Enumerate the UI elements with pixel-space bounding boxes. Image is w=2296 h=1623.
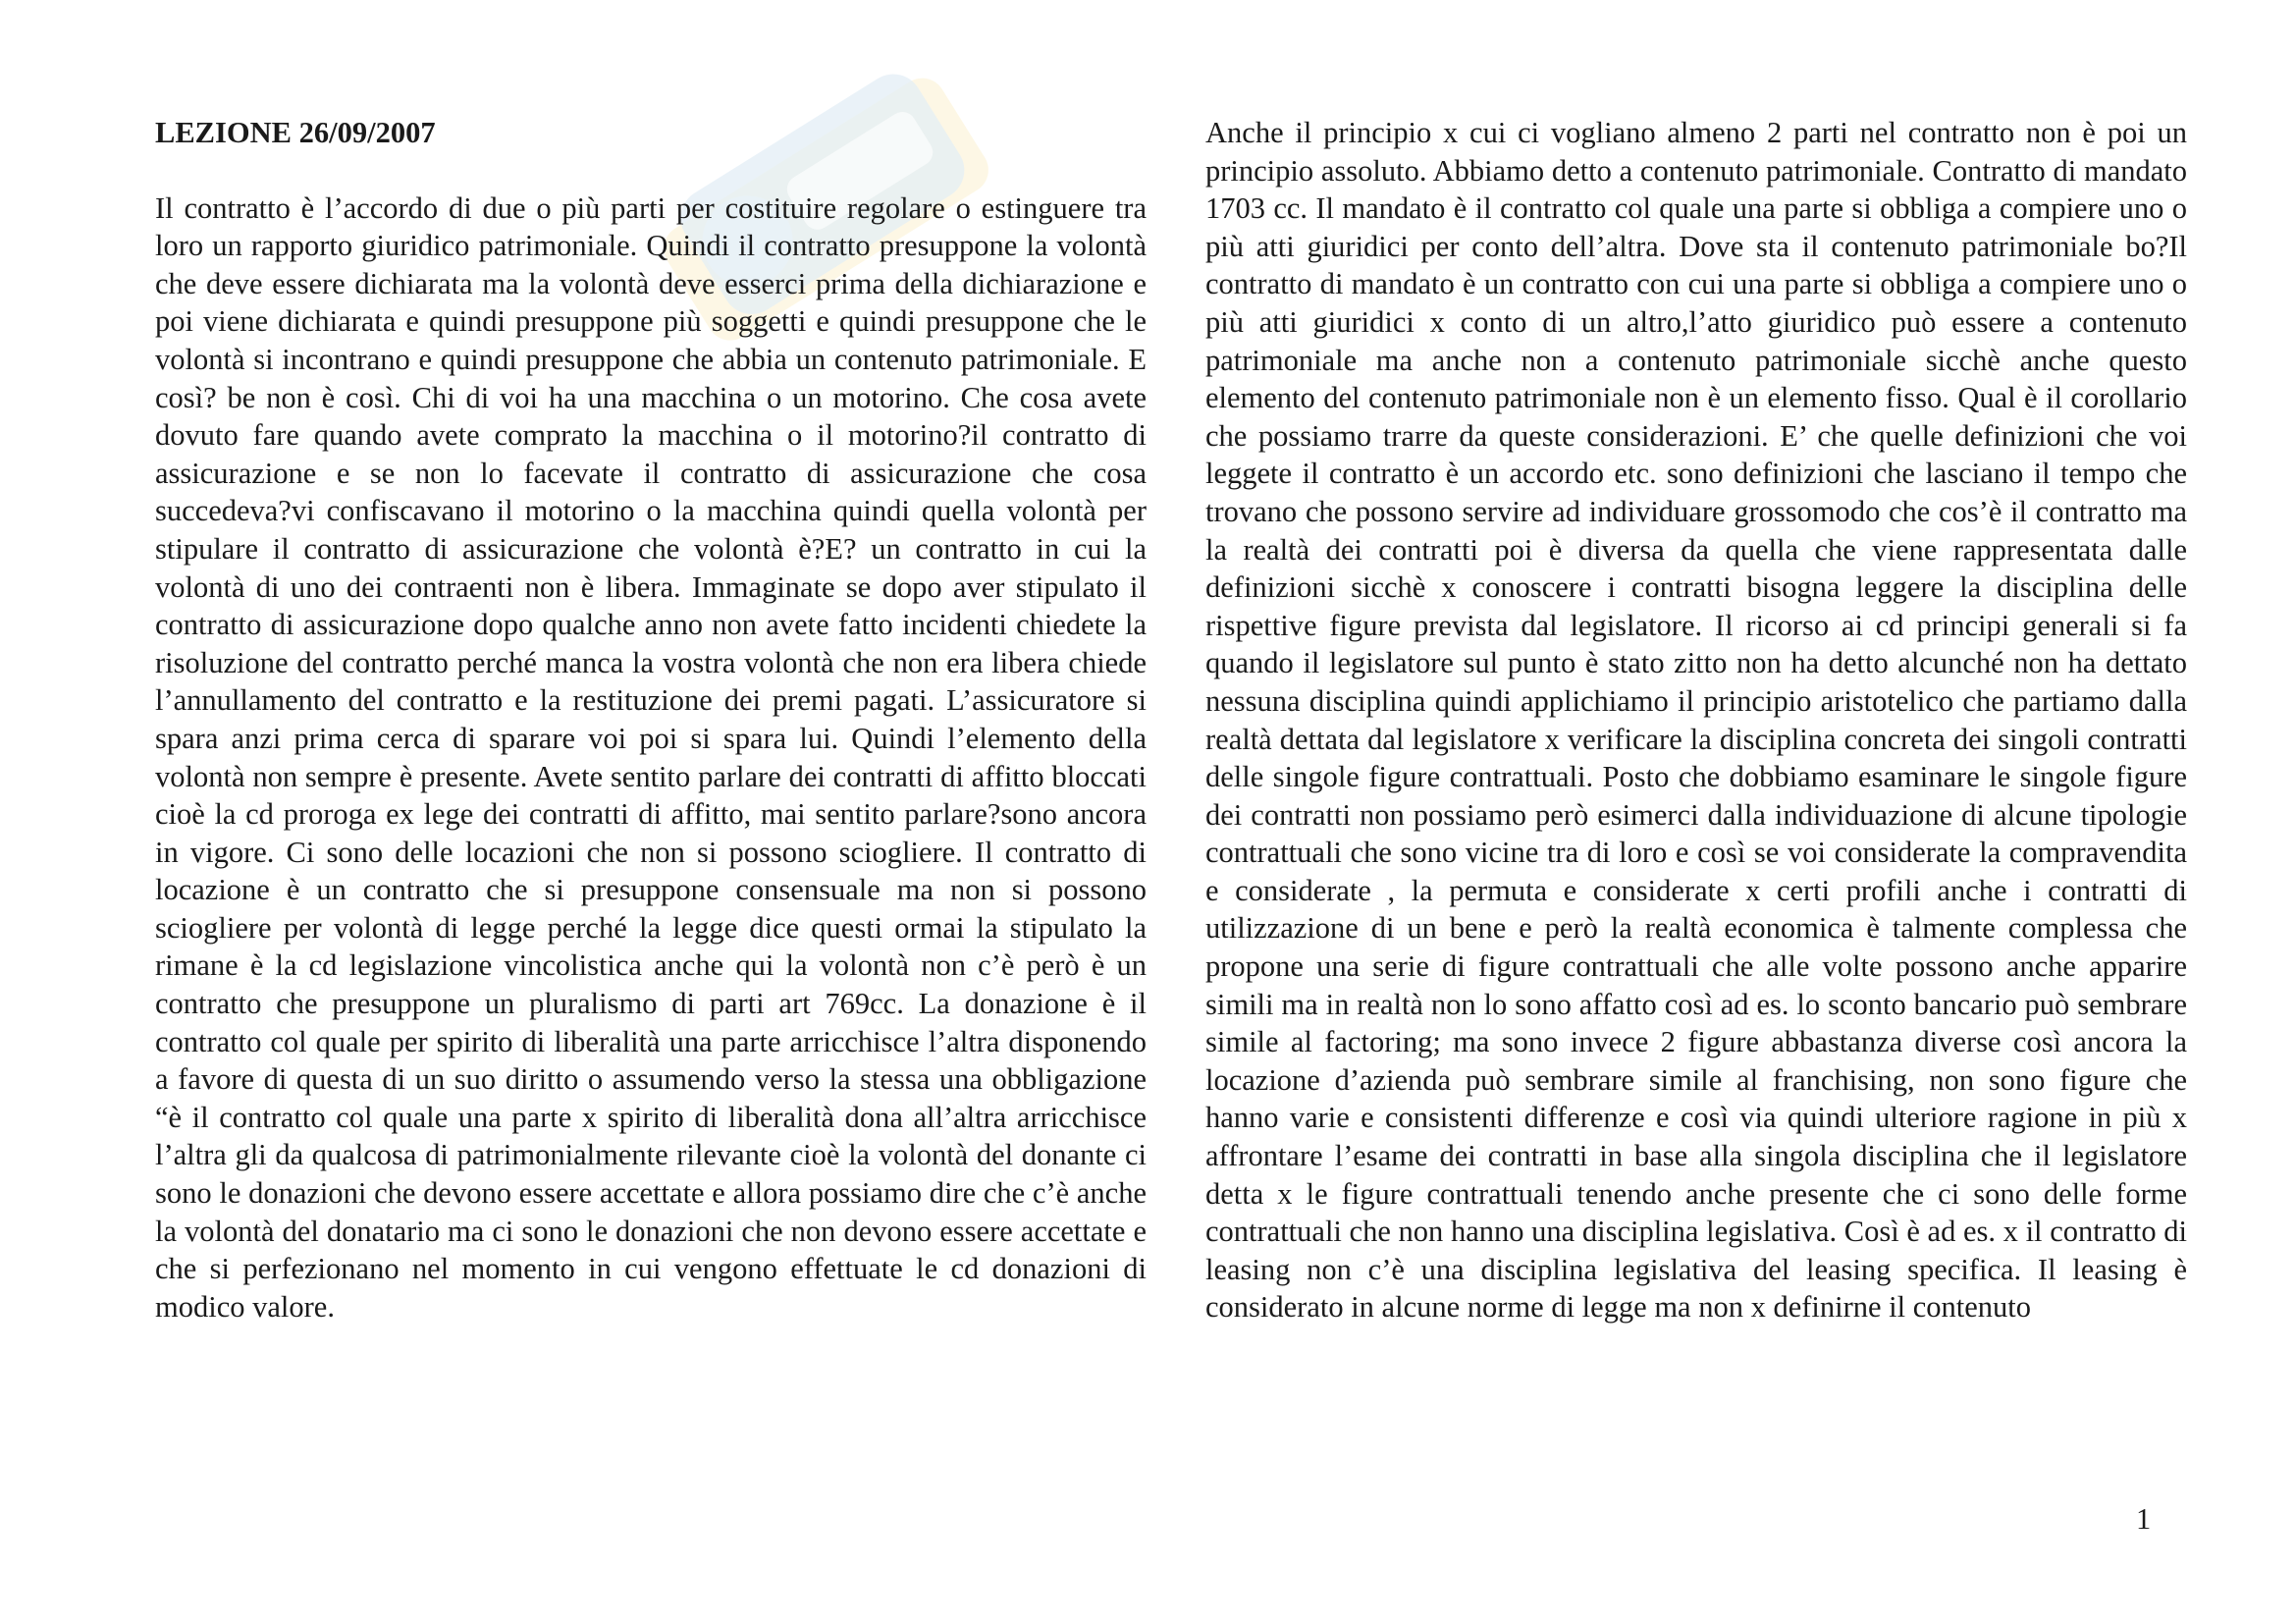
page-number: 1	[2136, 1502, 2152, 1536]
left-column	[155, 114, 1147, 1325]
right-column	[1205, 114, 2187, 1326]
left-column-paragraph: Il contratto è l’accordo di due o più parti per costituire regolare o estinguere tra loro un rapporto giuridico patrimoniale. Quindi il contratto presuppone la volontà che deve essere dichiarata ma la volontà deve esserci prima della dichiarazione e poi viene dichiarata e quindi presuppone più soggetti e quindi presuppone che le volontà si incontrano e quindi presuppone che abbia un contenuto patrimoniale. E così? be non è così. Chi di voi ha una macchina o un motorino. Che cosa avete dovuto fare quando avete comprato la macchina o il motorino?il contratto di assicurazione e se non lo facevate il contratto di assicurazione che cosa succedeva?vi confiscavano il motorino o la macchina quindi quella volontà per stipulare il contratto di assicurazione che volontà è?E? un contratto in cui la volontà di uno dei contraenti non è libera. Immaginate se dopo aver stipulato il contratto di assicurazione dopo qualche anno non avete fatto incidenti chiedete la risoluzione del contratto perché manca la vostra volontà che non era libera chiede l’annullamento del contratto e la restituzione dei premi pagati. L’assicuratore si spara anzi prima cerca di sparare voi poi si spara lui. Quindi l’elemento della volontà non sempre è presente. Avete sentito parlare dei contratti di affitto bloccati cioè la cd proroga ex lege dei contratti di affitto, mai sentito parlare?sono ancora in vigore. Ci sono delle locazioni che non si possono sciogliere. Il contratto di locazione è un contratto che si presuppone consensuale ma non si possono sciogliere per volontà di legge perché la legge dice questi ormai la stipulato la rimane è la cd legislazione vincolistica anche qui la volontà non c’è però è un contratto che presuppone un pluralismo di parti art 769cc. La donazione è il contratto col quale per spirito di liberalità una parte arricchisce l’altra disponendo a favore di questa di un suo diritto o assumendo verso la stessa una obbligazione “è il contratto col quale una parte x spirito di liberalità dona all’altra arricchisce l’altra gli da qualcosa di patrimonialmente rilevante cioè la volontà del donante ci sono le donazioni che devono essere accettate e allora possiamo dire che c’è anche la volontà del donatario ma ci sono le donazioni che non devono essere accettate e che si perfezionano nel momento in cui vengono effettuate le cd donazioni di modico valore.	[155, 190, 1147, 1324]
right-column-paragraph: Anche il principio x cui ci vogliano almeno 2 parti nel contratto non è poi un principio assoluto. Abbiamo detto a contenuto patrimoniale. Contratto di mandato 1703 cc. Il mandato è il contratto col quale una parte si obbliga a compiere uno o più atti giuridici per conto dell’altra. Dove sta il contenuto patrimoniale bo?Il contratto di mandato è un contratto con cui una parte si obbliga a compiere uno o più atti giuridici x conto di un altro,l’atto giuridico può essere a contenuto patrimoniale ma anche non a contenuto patrimoniale sicchè anche questo elemento del contenuto patrimoniale non è un elemento fisso. Qual è il corollario che possiamo trarre da queste considerazioni. E’ che quelle definizioni che voi leggete il contratto è un accordo etc. sono definizioni che lasciano il tempo che trovano che possono servire ad individuare grossomodo che cos’è il contratto ma la realtà dei contratti poi è diversa da quella che viene rappresentata dalle definizioni sicchè x conoscere i contratti bisogna leggere la disciplina delle rispettive figure prevista dal legislatore. Il ricorso ai cd principi generali si fa quando il legislatore sul punto è stato zitto non ha detto alcunché non ha dettato nessuna disciplina quindi applichiamo il principio aristotelico che partiamo dalla realtà dettata dal legislatore x verificare la disciplina concreta dei singoli contratti delle singole figure contrattuali. Posto che dobbiamo esaminare le singole figure dei contratti non possiamo però esimerci dalla individuazione di alcune tipologie contrattuali che sono vicine tra di loro e così se voi considerate la compravendita e considerate , la permuta e considerate x certi profili anche i contratti di utilizzazione di un bene e però la realtà economica è talmente complessa che propone una serie di figure contrattuali che alle volte possono anche apparire simili ma in realtà non lo sono affatto così ad es. lo sconto bancario può sembrare simile al factoring; ma sono invece 2 figure abbastanza diverse così ancora la locazione d’azienda può sembrare simile al franchising, non sono figure che hanno varie e consistenti differenze e così via quindi ulteriore ragione in più x affrontare l’esame dei contratti in base alla singola disciplina che il legislatore detta x le figure contrattuali tenendo anche presente che ci sono delle forme contrattuali che non hanno una disciplina legislativa. Così è ad es. x il contratto di leasing non c’è una disciplina legislativa del leasing specifica. Il leasing è considerato in alcune norme di legge ma non x definirne il contenuto	[1205, 116, 2187, 1325]
lesson-heading: LEZIONE 26/09/2007	[155, 116, 436, 149]
